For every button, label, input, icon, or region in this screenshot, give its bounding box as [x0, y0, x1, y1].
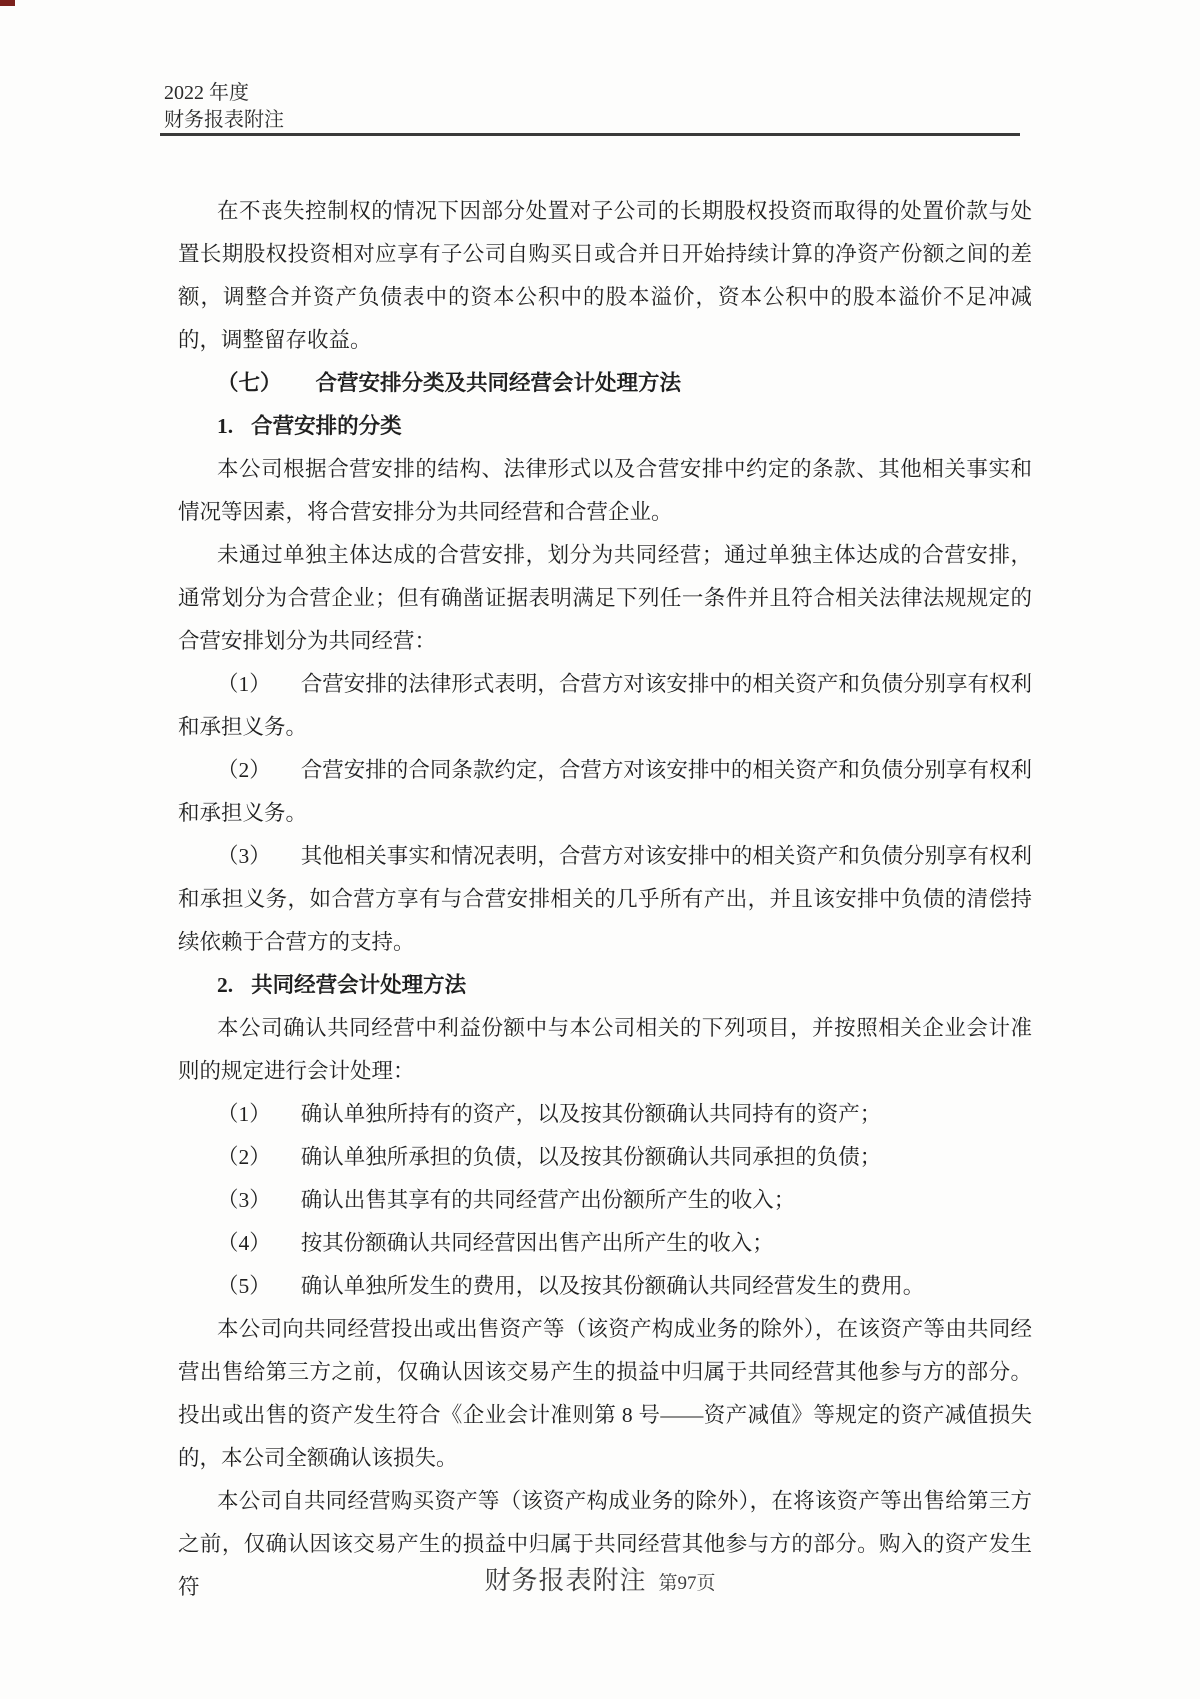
list-item-number: （3）: [217, 1188, 271, 1212]
subsection-heading-2: [178, 964, 1032, 1007]
page-header: [164, 80, 284, 134]
list-item-number: （1）: [217, 1102, 271, 1126]
list-item: [178, 835, 1032, 964]
subsection-number: 2.: [217, 973, 234, 997]
document-body: [178, 190, 1032, 1609]
list-item-number: （1）: [217, 672, 271, 696]
list-item-text: 确认单独所承担的负债，以及按其份额确认共同承担的负债；: [300, 1145, 882, 1169]
page-footer: [0, 1560, 1200, 1597]
subsection-number: 1.: [217, 414, 234, 438]
paragraph-arrangement-classification: 本公司根据合营安排的结构、法律形式以及合营安排中约定的条款、其他相关事实和情况等因素，将合营安排分为共同经营和合营企业。: [178, 457, 1032, 524]
list-item-number: （3）: [217, 844, 271, 868]
list-item: [178, 1265, 1032, 1308]
list-item: [178, 1179, 1032, 1222]
report-year: 2022 年度: [164, 82, 249, 104]
list-item: [178, 1093, 1032, 1136]
list-item: [178, 749, 1032, 835]
subsection-title: 共同经营会计处理方法: [251, 973, 467, 997]
list-item-text: 按其份额确认共同经营因出售产出所产生的收入；: [300, 1231, 774, 1255]
list-item-text: 确认出售其享有的共同经营产出份额所产生的收入；: [300, 1188, 796, 1212]
paragraph-joint-operation-accounting: 本公司确认共同经营中利益份额中与本公司相关的下列项目，并按照相关企业会计准则的规定进行会计处理：: [178, 1016, 1032, 1083]
list-item-text: 合营安排的法律形式表明，合营方对该安排中的相关资产和负债分别享有权利和承担义务。: [178, 672, 1032, 739]
list-item: [178, 1222, 1032, 1265]
subsection-heading-1: [178, 405, 1032, 448]
report-doc-title: 财务报表附注: [164, 109, 284, 131]
list-item-text: 合营安排的合同条款约定，合营方对该安排中的相关资产和负债分别享有权利和承担义务。: [178, 758, 1032, 825]
section-title: 合营安排分类及共同经营会计处理方法: [315, 371, 682, 395]
list-item-text: 确认单独所持有的资产，以及按其份额确认共同持有的资产；: [300, 1102, 882, 1126]
paragraph-disposal-without-control-loss: 在不丧失控制权的情况下因部分处置对子公司的长期股权投资而取得的处置价款与处置长期股权投资相对应享有子公司自购买日或合并日开始持续计算的净资产份额之间的差额，调整合并资产负债表中的资本公积中的股本溢价，资本公积中的股本溢价不足冲减的，调整留存收益。: [178, 199, 1032, 352]
paragraph-asset-purchase-from-joint-operation: 本公司自共同经营购买资产等（该资产构成业务的除外），在将该资产等出售给第三方之前，仅确认因该交易产生的损益中归属于共同经营其他参与方的部分。购入的资产发生符: [178, 1489, 1032, 1599]
paragraph-asset-contribution-to-joint-operation: 本公司向共同经营投出或出售资产等（该资产构成业务的除外），在该资产等由共同经营出售给第三方之前，仅确认因该交易产生的损益中归属于共同经营其他参与方的部分。投出或出售的资产发生符合《企业会计准则第 8 号——资产减值》等规定的资产减值损失的，本公司全额确认该损失。: [178, 1317, 1032, 1470]
scan-corner-mark: [0, 0, 15, 6]
footer-page-number: 第97页: [658, 1573, 716, 1594]
header-rule: [160, 133, 1020, 136]
list-item-text: 其他相关事实和情况表明，合营方对该安排中的相关资产和负债分别享有权利和承担义务，如合营方享有与合营安排相关的几乎所有产出，并且该安排中负债的清偿持续依赖于合营方的支持。: [178, 844, 1032, 954]
footer-doc-title: 财务报表附注: [484, 1566, 647, 1595]
list-item: [178, 663, 1032, 749]
list-item-number: （2）: [217, 758, 271, 782]
paragraph-joint-operation-criteria: 未通过单独主体达成的合营安排，划分为共同经营；通过单独主体达成的合营安排，通常划分为合营企业；但有确凿证据表明满足下列任一条件并且符合相关法律法规规定的合营安排划分为共同经营：: [178, 543, 1032, 653]
subsection-title: 合营安排的分类: [251, 414, 402, 438]
list-item-number: （5）: [217, 1274, 271, 1298]
list-item-text: 确认单独所发生的费用，以及按其份额确认共同经营发生的费用。: [300, 1274, 925, 1298]
list-item: [178, 1136, 1032, 1179]
list-item-number: （2）: [217, 1145, 271, 1169]
section-heading-7: [178, 362, 1032, 405]
section-number: （七）: [217, 371, 282, 395]
list-item-number: （4）: [217, 1231, 271, 1255]
